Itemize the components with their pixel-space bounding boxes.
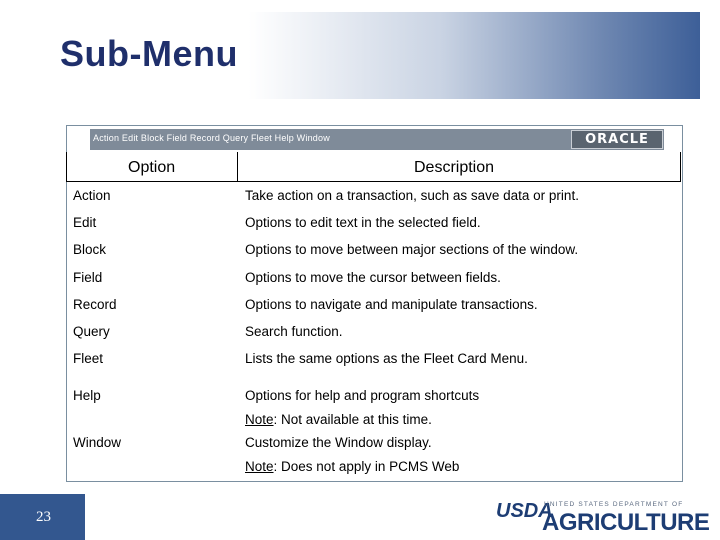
header-divider (66, 152, 67, 181)
oracle-logo: ORACLE (571, 130, 663, 149)
header-description: Description (414, 159, 495, 176)
table-cell-description: Take action on a transaction, such as save data or print. (245, 188, 579, 203)
note-text: : Does not apply in PCMS Web (273, 459, 460, 474)
table-cell-description: Customize the Window display. (245, 435, 432, 450)
table-cell-option: Field (73, 270, 103, 285)
table-cell-description: Lists the same options as the Fleet Card Menu. (245, 351, 528, 366)
table-cell-note (245, 459, 459, 474)
table-cell-description: Options to navigate and manipulate transactions. (245, 297, 538, 312)
table-cell-note (245, 412, 432, 427)
note-label: Note (245, 412, 274, 427)
table-cell-description: Search function. (245, 324, 343, 339)
table-cell-description: Options for help and program shortcuts (245, 388, 480, 403)
table-cell-description: Options to move the cursor between fields. (245, 270, 501, 285)
menu-bar-items: Action Edit Block Field Record Query Fleet Help Window (93, 133, 330, 143)
table-cell-option: Record (73, 297, 117, 312)
page-number: 23 (36, 509, 51, 525)
note-text: : Not available at this time. (273, 412, 432, 427)
table-cell-description: Options to edit text in the selected field. (245, 215, 481, 230)
header-option: Option (128, 159, 176, 176)
table-cell-option: Help (73, 388, 101, 403)
slide-title: Sub-Menu (60, 33, 238, 74)
header-divider (680, 152, 681, 181)
table-cell-option: Fleet (73, 351, 104, 366)
header-rule (66, 181, 681, 182)
header-divider (237, 152, 238, 181)
table-cell-description: Options to move between major sections of the window. (245, 242, 579, 257)
page-number-box (0, 494, 85, 540)
usda-agriculture: AGRICULTURE (542, 509, 710, 536)
usda-mark: USDA (496, 500, 553, 522)
table-cell-option: Edit (73, 215, 97, 230)
table-cell-option: Query (73, 324, 110, 339)
menu-bar-image (90, 129, 664, 150)
table-cell-option: Action (73, 188, 111, 203)
usda-department: UNITED STATES DEPARTMENT OF (544, 501, 684, 508)
table-cell-option: Window (73, 435, 122, 450)
table-cell-option: Block (73, 242, 107, 257)
note-label: Note (245, 459, 274, 474)
